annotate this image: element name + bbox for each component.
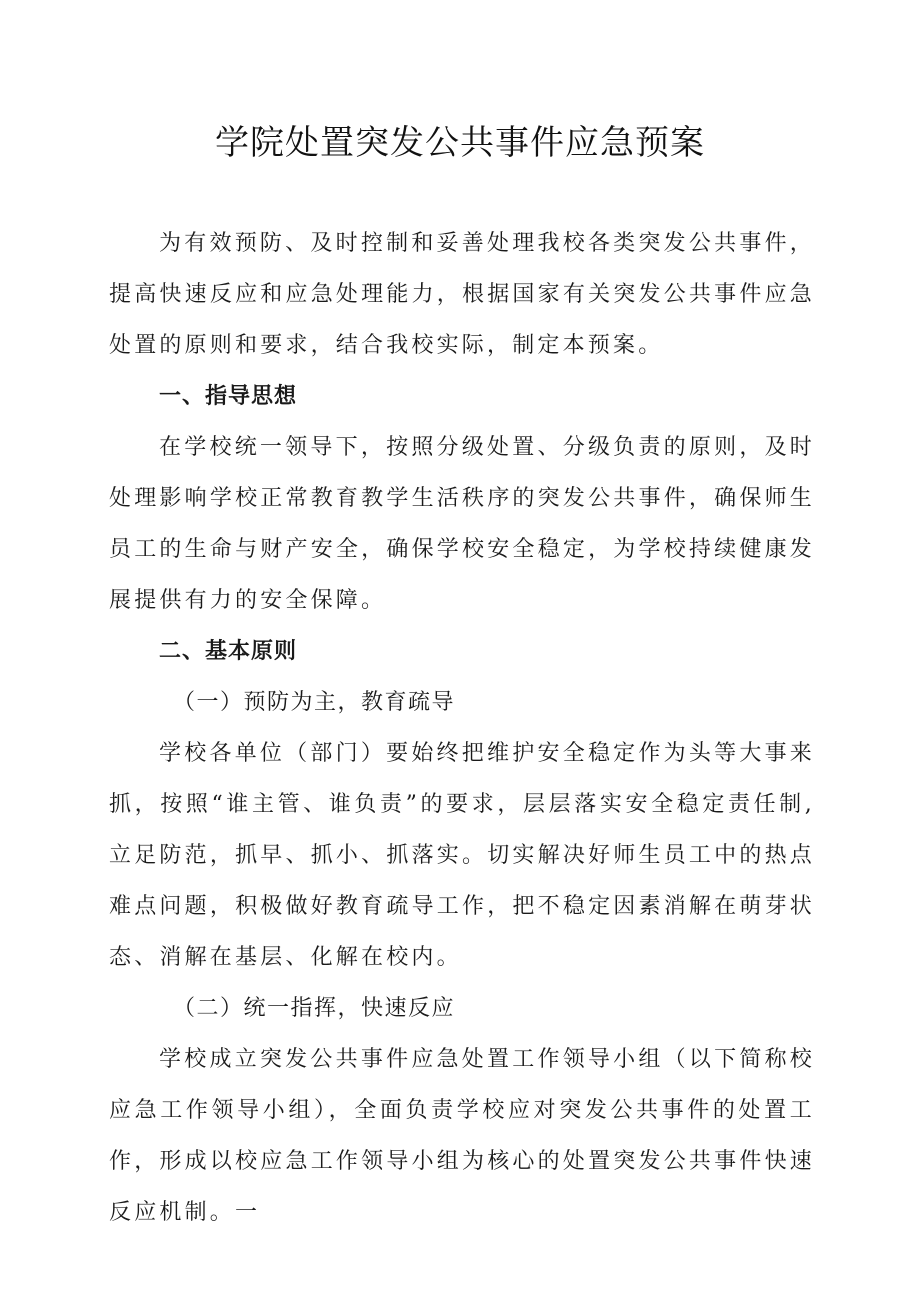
intro-paragraph: 为有效预防、及时控制和妥善处理我校各类突发公共事件，提高快速反应和应急处理能力，根据国家有关突发公共事件应急处置的原则和要求，结合我校实际，制定本预案。 — [109, 231, 815, 358]
section-heading-guiding-ideology: 一、指导思想 — [159, 384, 298, 409]
section-heading-basic-principles: 二、基本原则 — [159, 639, 298, 664]
unified-command-paragraph: 学校成立突发公共事件应急处置工作领导小组（以下简称校应急工作领导小组），全面负责学校应对突发公共事件的处置工作，形成以校应急工作领导小组为核心的处置突发公共事件快速反应机制。一 — [109, 1047, 815, 1225]
document-title: 学院处置突发公共事件应急预案 — [215, 123, 705, 163]
subsection-heading-prevention: （一）预防为主，教育疏导 — [173, 690, 456, 715]
document-body — [109, 218, 815, 1238]
subsection-heading-unified-command: （二）统一指挥，快速反应 — [173, 996, 456, 1021]
prevention-paragraph: 学校各单位（部门）要始终把维护安全稳定作为头等大事来抓，按照“谁主管、谁负责”的要求，层层落实安全稳定责任制,立足防范，抓早、抓小、抓落实。切实解决好师生员工中的热点难点问题，积极做好教育疏导工作，把不稳定因素消解在萌芽状态、消解在基层、化解在校内。 — [109, 741, 815, 970]
guiding-ideology-paragraph: 在学校统一领导下，按照分级处置、分级负责的原则，及时处理影响学校正常教育教学生活秩序的突发公共事件，确保师生员工的生命与财产安全，确保学校安全稳定，为学校持续健康发展提供有力的安全保障。 — [109, 435, 815, 613]
